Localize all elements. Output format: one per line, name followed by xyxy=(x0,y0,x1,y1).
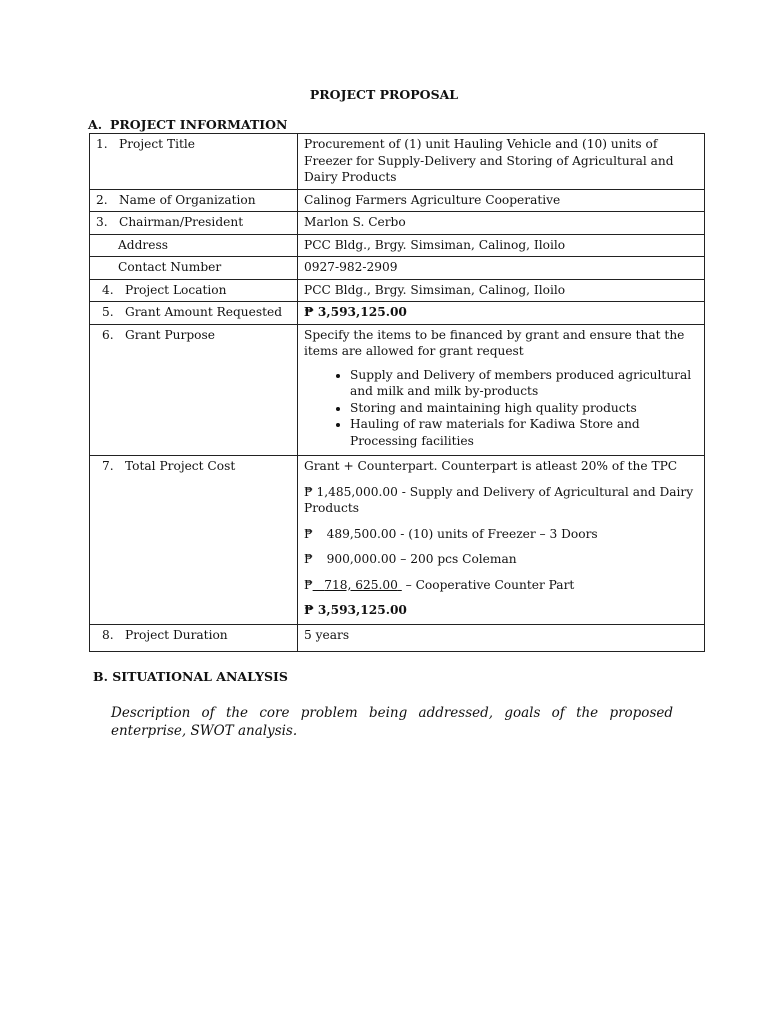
grant-purpose-cell xyxy=(298,324,705,456)
table-row xyxy=(90,234,705,257)
table-row xyxy=(90,279,705,302)
row-label xyxy=(90,624,298,652)
row-number: 7. xyxy=(102,459,114,473)
row-number: 5. xyxy=(102,305,114,319)
table-row xyxy=(90,624,705,652)
peso-sign: ₱ xyxy=(304,526,313,541)
organization-value: Calinog Farmers Agriculture Cooperative xyxy=(298,189,705,212)
row-label xyxy=(90,302,298,325)
row-number: 3. xyxy=(96,215,108,229)
section-b-heading: B. SITUATIONAL ANALYSIS xyxy=(93,669,288,684)
row-label-text: Total Project Cost xyxy=(125,459,236,473)
row-label-text: Grant Purpose xyxy=(125,327,215,342)
section-a-title: PROJECT INFORMATION xyxy=(110,117,288,132)
list-item: • Storing and maintaining high quality products xyxy=(350,400,698,417)
table-row xyxy=(90,324,705,456)
project-information-table xyxy=(89,133,705,652)
location-value: PCC Bldg., Brgy. Simsiman, Calinog, Iloilo xyxy=(298,279,705,302)
cost-line-freezer-text: 489,500.00 - (10) units of Freezer – 3 Doors xyxy=(326,526,598,541)
row-number: 8. xyxy=(102,627,114,642)
row-number: 1. xyxy=(96,137,108,151)
total-cost-cell xyxy=(298,456,705,625)
peso-sign: ₱ xyxy=(304,552,313,566)
project-title-value: Procurement of (1) unit Hauling Vehicle and (10) units of Freezer for Supply-Delivery and Storing of Agricultural and Dairy Products xyxy=(298,134,705,190)
section-a-letter: A. xyxy=(88,117,103,132)
row-label-text: Project Location xyxy=(125,282,227,297)
row-label xyxy=(90,212,298,235)
row-number: 2. xyxy=(96,192,108,207)
grant-purpose-intro: Specify the items to be financed by grant and ensure that the items are allowed for grant request xyxy=(304,327,685,358)
cost-line-coleman-text: 900,000.00 – 200 pcs Coleman xyxy=(326,552,517,566)
row-label-text: Chairman/President xyxy=(119,215,244,229)
cost-line-coleman xyxy=(304,551,698,568)
table-row xyxy=(90,134,705,190)
row-label xyxy=(90,456,298,625)
list-item: • Supply and Delivery of members produced agricultural and milk and milk by-products xyxy=(350,367,698,400)
total-cost-value: ₱ 3,593,125.00 xyxy=(304,603,407,617)
row-label-text: Project Title xyxy=(119,137,195,151)
row-label xyxy=(90,134,298,190)
page-title: PROJECT PROPOSAL xyxy=(309,87,459,102)
row-label: Address xyxy=(90,234,298,257)
section-a-heading xyxy=(88,117,287,132)
situational-analysis-description: Description of the core problem being addressed, goals of the proposed enterprise, SWOT analysis. xyxy=(111,705,673,739)
table-row xyxy=(90,189,705,212)
row-label-text: Name of Organization xyxy=(119,192,256,207)
table-row xyxy=(90,302,705,325)
row-number: 6. xyxy=(102,327,114,342)
row-number: 4. xyxy=(102,282,114,297)
contact-value: 0927-982-2909 xyxy=(298,257,705,280)
row-label-text: Grant Amount Requested xyxy=(125,305,283,319)
cost-line-supply: ₱ 1,485,000.00 - Supply and Delivery of Agricultural and Dairy Products xyxy=(304,484,694,515)
row-label-text: Project Duration xyxy=(125,627,228,642)
cost-line-counterpart xyxy=(304,577,698,594)
cost-line-freezer xyxy=(304,526,698,543)
grant-purpose-list xyxy=(304,367,698,450)
table-row xyxy=(90,212,705,235)
row-label xyxy=(90,324,298,456)
grant-amount-value: ₱ 3,593,125.00 xyxy=(298,302,705,325)
table-row xyxy=(90,257,705,280)
peso-sign: ₱ xyxy=(304,577,313,592)
table-row xyxy=(90,456,705,625)
address-value: PCC Bldg., Brgy. Simsiman, Calinog, Iloilo xyxy=(298,234,705,257)
chairman-value: Marlon S. Cerbo xyxy=(298,212,705,235)
row-label xyxy=(90,279,298,302)
list-item: • Hauling of raw materials for Kadiwa Store and Processing facilities xyxy=(350,416,698,449)
counterpart-text: – Cooperative Counter Part xyxy=(401,577,575,592)
row-label: Contact Number xyxy=(90,257,298,280)
duration-value: 5 years xyxy=(298,624,705,652)
row-label xyxy=(90,189,298,212)
total-cost-note: Grant + Counterpart. Counterpart is atleast 20% of the TPC xyxy=(304,459,678,473)
counterpart-amount: 718, 625.00 xyxy=(324,577,398,592)
